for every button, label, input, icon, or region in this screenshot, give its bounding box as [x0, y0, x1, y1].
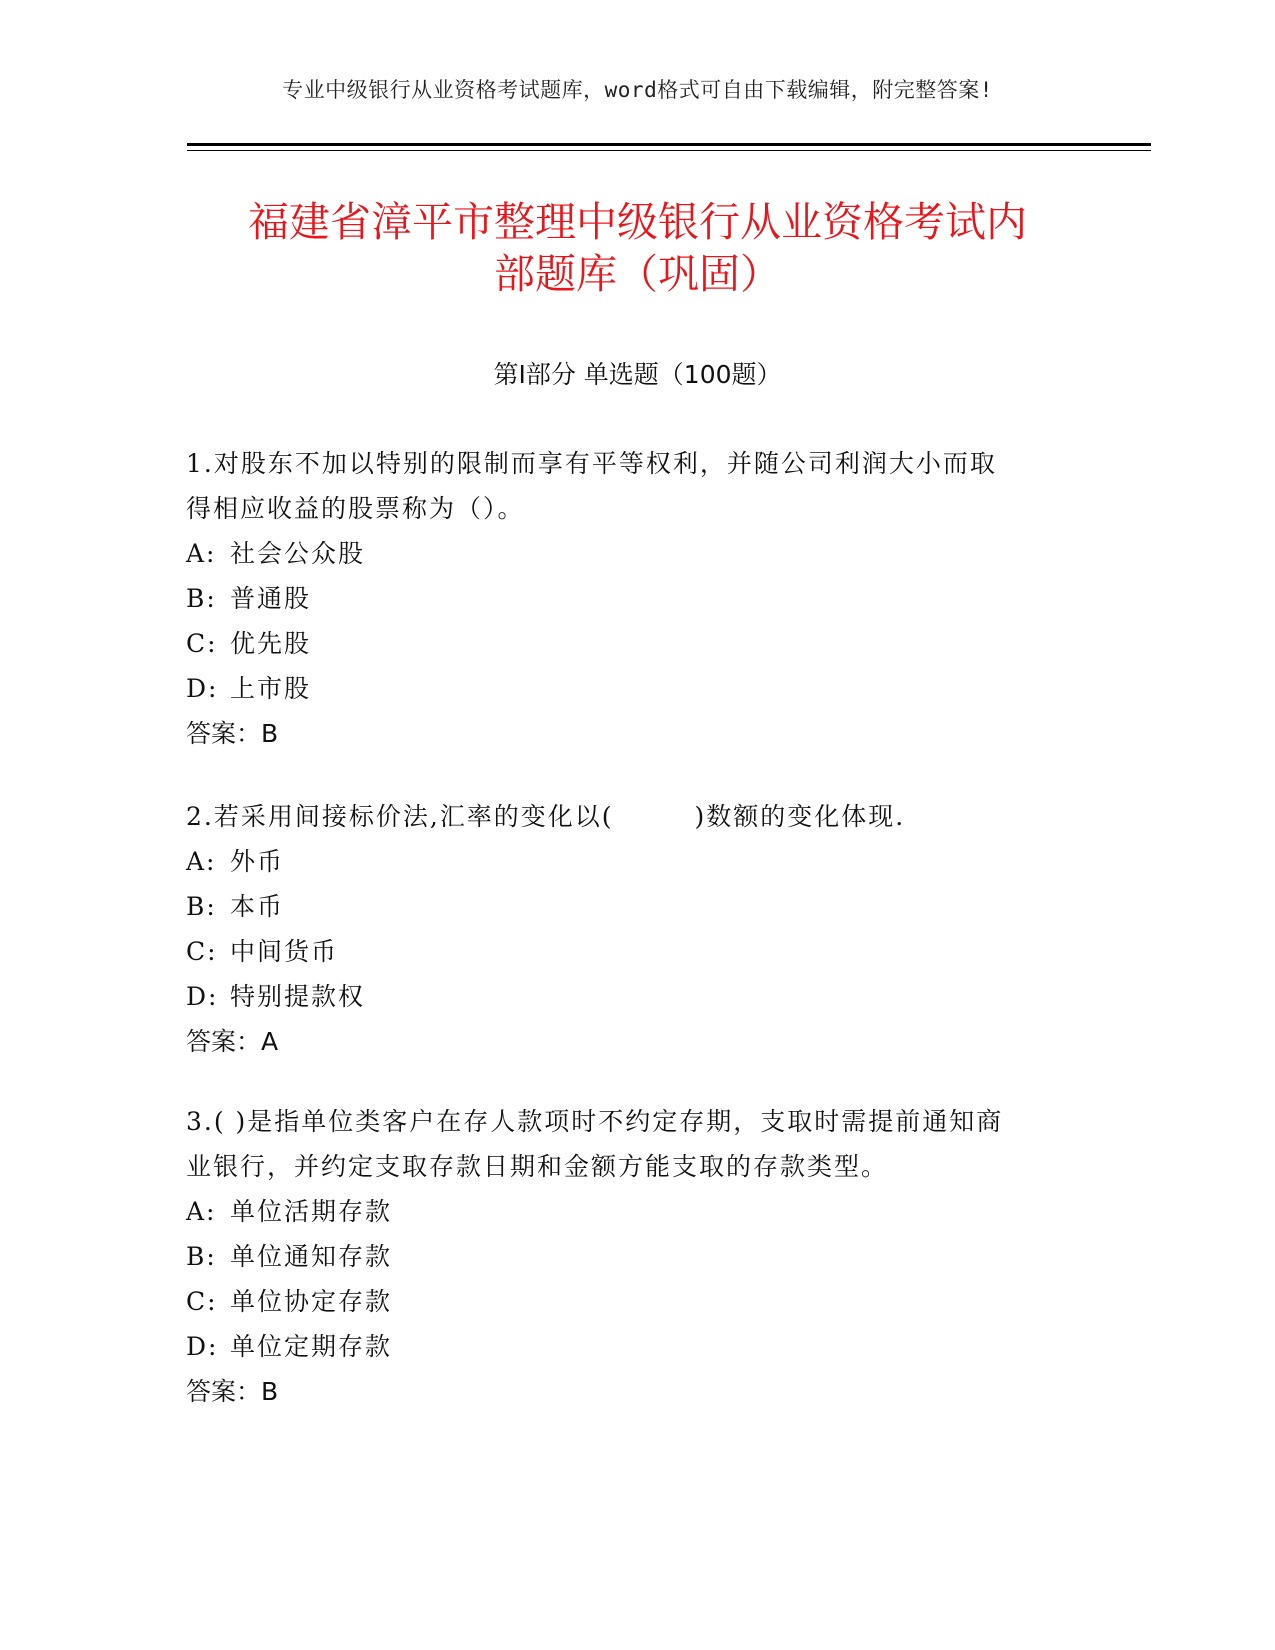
- option-text: 优先股: [230, 629, 312, 658]
- document-title-line-1: 福建省漳平市整理中级银行从业资格考试内: [248, 198, 1027, 246]
- option-letter: A:: [186, 539, 217, 568]
- option-letter: B:: [186, 1242, 217, 1271]
- document-title: [160, 196, 1115, 300]
- option-a: [186, 1189, 1086, 1234]
- question-stem: [186, 1099, 1086, 1189]
- option-c: [186, 929, 1086, 974]
- option-text: 上市股: [230, 674, 312, 703]
- option-text: 特别提款权: [230, 982, 366, 1011]
- option-c: [186, 621, 1086, 666]
- option-text: 社会公众股: [230, 539, 366, 568]
- answer-line: 答案：A: [186, 1027, 279, 1056]
- option-c: [186, 1279, 1086, 1324]
- option-text: 单位活期存款: [230, 1197, 393, 1226]
- option-letter: A:: [186, 1197, 217, 1226]
- option-text: 外币: [230, 847, 285, 876]
- question-2: [186, 794, 1086, 1064]
- question-stem-line-1: 2.若采用间接标价法,汇率的变化以( )数额的变化体现.: [186, 802, 906, 831]
- option-text: 本币: [230, 892, 285, 921]
- option-text: 单位定期存款: [230, 1332, 393, 1361]
- answer-line: 答案：B: [186, 1377, 279, 1406]
- question-stem-line-2: 得相应收益的股票称为（）。: [186, 494, 525, 523]
- question-stem: [186, 794, 1086, 839]
- option-a: [186, 839, 1086, 884]
- option-letter: C:: [186, 629, 218, 658]
- option-letter: B:: [186, 584, 217, 613]
- option-text: 普通股: [230, 584, 312, 613]
- option-letter: D:: [186, 982, 219, 1011]
- option-letter: C:: [186, 1287, 218, 1316]
- option-b: [186, 576, 1086, 621]
- option-d: [186, 974, 1086, 1019]
- section-heading: 第Ⅰ部分 单选题（100题）: [493, 360, 782, 389]
- option-b: [186, 884, 1086, 929]
- option-a: [186, 531, 1086, 576]
- option-letter: B:: [186, 892, 217, 921]
- option-letter: D:: [186, 674, 219, 703]
- answer-line: 答案：B: [186, 719, 279, 748]
- document-title-line-2: 部题库（巩固）: [494, 250, 781, 298]
- option-text: 单位协定存款: [230, 1287, 393, 1316]
- option-b: [186, 1234, 1086, 1279]
- question-stem-line-1: 3.( )是指单位类客户在存人款项时不约定存期，支取时需提前通知商: [186, 1107, 1004, 1136]
- option-letter: D:: [186, 1332, 219, 1361]
- option-d: [186, 1324, 1086, 1369]
- option-text: 中间货币: [230, 937, 339, 966]
- question-3: [186, 1099, 1086, 1414]
- header-rule-thin: [187, 150, 1151, 151]
- question-1: [186, 441, 1086, 756]
- question-stem: [186, 441, 1086, 531]
- option-letter: A:: [186, 847, 217, 876]
- option-d: [186, 666, 1086, 711]
- header-rule-thick: [187, 143, 1151, 146]
- question-stem-line-2: 业银行，并约定支取存款日期和金额方能支取的存款类型。: [186, 1152, 889, 1181]
- header-note: 专业中级银行从业资格考试题库，word格式可自由下载编辑，附完整答案!: [282, 78, 993, 102]
- option-letter: C:: [186, 937, 218, 966]
- question-stem-line-1: 1.对股东不加以特别的限制而享有平等权利，并随公司利润大小而取: [186, 449, 997, 478]
- option-text: 单位通知存款: [230, 1242, 393, 1271]
